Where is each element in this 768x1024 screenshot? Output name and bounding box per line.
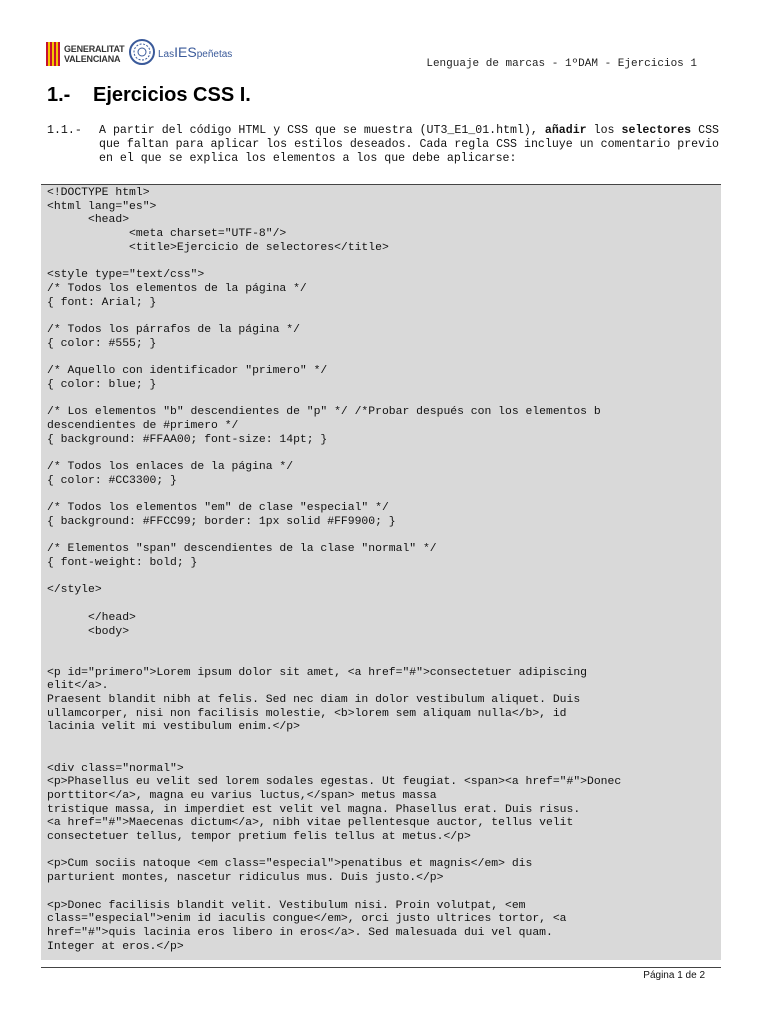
- code-line: <p>Phasellus eu velit sed lorem sodales egestas. Ut feugiat. <span><a href="#">Donec: [47, 776, 622, 789]
- code-line: [47, 598, 715, 612]
- code-line: <p>Donec facilisis blandit velit. Vestibulum nisi. Proin volutpat, <em: [47, 899, 526, 912]
- ies-logo: [128, 38, 232, 66]
- header-title: Lenguaje de marcas - 1ºDAM - Ejercicios 1: [426, 58, 697, 70]
- code-line: Integer at eros.</p>: [47, 940, 184, 953]
- code-line: tristique massa, in imperdiet est velit vel magna. Phasellus erat. Duis risus.: [47, 803, 581, 816]
- code-line: /* Todos los elementos de la página */: [47, 282, 307, 295]
- generalitat-logo-line1: GENERALITAT: [64, 44, 125, 54]
- footer-divider: [41, 967, 721, 968]
- code-line: <body>: [47, 625, 130, 638]
- code-line: parturient montes, nascetur ridiculus mus. Duis justo.</p>: [47, 872, 444, 885]
- page-number: Página 1 de 2: [643, 970, 705, 981]
- code-line: <div class="normal">: [47, 762, 184, 775]
- code-line: [47, 447, 715, 461]
- ies-logo-text: [158, 44, 232, 60]
- code-line: [47, 256, 715, 270]
- generalitat-logo-text: [64, 44, 124, 64]
- code-line: [47, 845, 715, 859]
- code-line: /* Todos los elementos "em" de clase "especial" */: [47, 502, 389, 515]
- code-line: consectetuer tellus, tempor pretium felis tellus at metus.</p>: [47, 831, 471, 844]
- code-line: <style type="text/css">: [47, 269, 205, 282]
- code-line: { font-weight: bold; }: [47, 556, 198, 569]
- exercise-bold-2: selectores: [621, 124, 692, 137]
- code-line: { font: Arial; }: [47, 296, 157, 309]
- code-line: [47, 351, 715, 365]
- code-line: <head>: [47, 214, 130, 227]
- code-line: [47, 310, 715, 324]
- code-lines: [47, 187, 715, 954]
- code-line: [47, 639, 715, 653]
- code-line: </head>: [47, 611, 136, 624]
- exercise-text-after: CSS que faltan para aplicar los estilos deseados. Cada regla CSS incluye un comentario previo en el que se explica los elementos a los que debe aplicarse:: [99, 124, 719, 165]
- code-line: href="#">quis lacinia eros libero in eros</a>. Sed malesuada dui vel quam.: [47, 926, 553, 939]
- generalitat-logo-icon: [46, 42, 60, 66]
- code-line: { color: #CC3300; }: [47, 474, 177, 487]
- code-line: [47, 886, 715, 900]
- code-line: [47, 488, 715, 502]
- code-line: /* Elementos "span" descendientes de la clase "normal" */: [47, 543, 437, 556]
- section-number: 1.-: [47, 84, 71, 106]
- ies-logo-prefix: Las: [158, 49, 175, 60]
- code-line: { color: #555; }: [47, 337, 157, 350]
- code-line: ullamcorper, nisi non facilisis molestie, <b>lorem sem aliquam nulla</b>, id: [47, 707, 567, 720]
- exercise-number: 1.1.-: [47, 124, 82, 137]
- exercise-text-mid: los: [586, 124, 622, 137]
- code-line: { color: blue; }: [47, 378, 157, 391]
- code-line: [47, 530, 715, 544]
- code-line: [47, 653, 715, 667]
- code-line: <meta charset="UTF-8"/>: [47, 228, 287, 241]
- code-line: lacinia velit mi vestibulum enim.</p>: [47, 721, 300, 734]
- generalitat-logo-line2: VALENCIANA: [64, 54, 121, 64]
- ies-logo-icon: [128, 38, 156, 66]
- exercise-bold-1: añadir: [544, 124, 587, 137]
- code-line: [47, 749, 715, 763]
- code-line: { background: #FFCC99; border: 1px solid #FF9900; }: [47, 515, 396, 528]
- code-line: /* Aquello con identificador "primero" */: [47, 365, 328, 378]
- code-line: descendientes de #primero */: [47, 419, 239, 432]
- section-title: Ejercicios CSS I.: [93, 84, 251, 106]
- page-header: [0, 0, 768, 80]
- code-block: [41, 184, 721, 960]
- code-line: <!DOCTYPE html>: [47, 187, 150, 199]
- code-line: elit</a>.: [47, 680, 109, 693]
- exercise-intro: [47, 124, 719, 165]
- ies-logo-suffix: peñetas: [196, 49, 233, 60]
- code-line: /* Todos los párrafos de la página */: [47, 324, 300, 337]
- generalitat-logo: [46, 42, 124, 66]
- code-line: class="especial">enim id iaculis congue</em>, orci justo ultrices tortor, <a: [47, 913, 567, 926]
- code-line: [47, 735, 715, 749]
- code-line: <p>Cum sociis natoque <em class="especial">penatibus et magnis</em> dis: [47, 858, 533, 871]
- code-line: <a href="#">Maecenas dictum</a>, nibh vitae pellentesque auctor, tellus velit: [47, 817, 574, 830]
- ies-logo-big: IES: [174, 44, 197, 60]
- code-line: </style>: [47, 584, 102, 597]
- code-line: { background: #FFAA00; font-size: 14pt; }: [47, 433, 328, 446]
- exercise-text-before: A partir del código HTML y CSS que se muestra (UT3_E1_01.html),: [99, 124, 545, 137]
- code-line: Praesent blandit nibh at felis. Sed nec diam in dolor vestibulum aliquet. Duis: [47, 694, 581, 707]
- code-line: /* Todos los enlaces de la página */: [47, 461, 294, 474]
- code-line: [47, 571, 715, 585]
- code-line: <html lang="es">: [47, 200, 157, 213]
- code-line: <title>Ejercicio de selectores</title>: [47, 241, 389, 254]
- code-line: /* Los elementos "b" descendientes de "p" */ /*Probar después con los elementos b: [47, 406, 601, 419]
- code-line: <p id="primero">Lorem ipsum dolor sit amet, <a href="#">consectetuer adipiscing: [47, 666, 588, 679]
- section-heading: [47, 84, 251, 107]
- code-line: porttitor</a>, magna eu varius luctus,</span> metus massa: [47, 789, 437, 802]
- exercise-text: [99, 124, 719, 165]
- code-line: [47, 393, 715, 407]
